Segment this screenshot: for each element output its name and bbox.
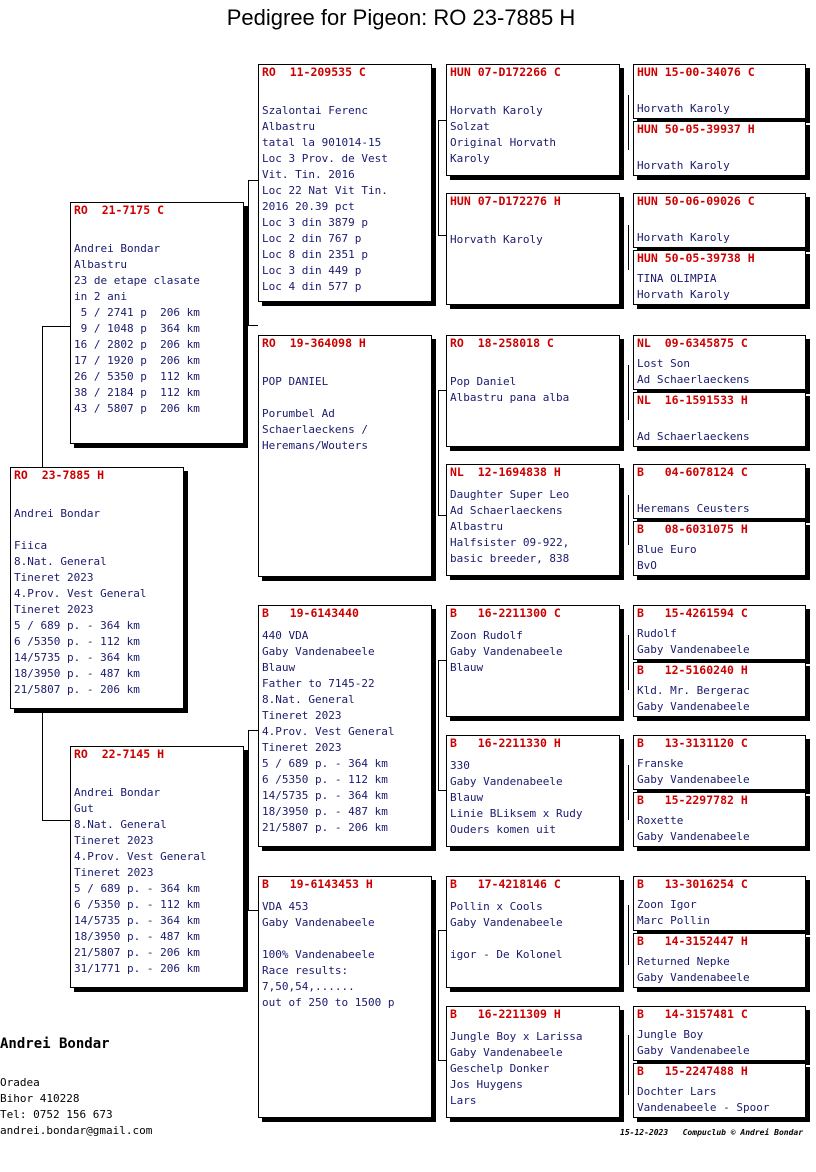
pigeon-details bbox=[637, 897, 710, 929]
ring-number: B 16-2211300 C bbox=[450, 606, 561, 620]
detail-line: Gaby Vandenabeele bbox=[637, 773, 750, 786]
owner-contact bbox=[0, 1075, 152, 1139]
detail-line: Vandenabeele - Spoor bbox=[637, 1101, 770, 1114]
connector-line bbox=[438, 1060, 446, 1061]
detail-line: Kld. Mr. Bergerac bbox=[637, 684, 750, 697]
detail-line: Heremans/Wouters bbox=[262, 439, 368, 452]
detail-line bbox=[450, 216, 543, 232]
detail-line: 330 bbox=[450, 759, 470, 772]
footer-credit: 15-12-2023 Compuclub © Andrei Bondar bbox=[620, 1128, 804, 1137]
detail-line bbox=[637, 413, 750, 429]
detail-line: Father to 7145-22 bbox=[262, 677, 375, 690]
detail-line: 5 / 689 p. - 364 km bbox=[74, 882, 200, 895]
detail-line: Albastru bbox=[262, 120, 315, 133]
connector-line bbox=[438, 120, 439, 235]
detail-line: VDA 453 bbox=[262, 900, 309, 913]
detail-line: BvO bbox=[637, 559, 657, 572]
ring-number: RO 19-364098 H bbox=[262, 336, 366, 350]
pigeon-card-gen4 bbox=[633, 250, 806, 305]
detail-line: Horvath Karoly bbox=[637, 102, 730, 115]
pigeon-card-gen3 bbox=[446, 464, 620, 576]
pigeon-card-gen2 bbox=[258, 335, 432, 577]
pigeon-details bbox=[637, 485, 750, 517]
detail-line: Ad Schaerlaeckens bbox=[450, 504, 563, 517]
pigeon-details bbox=[637, 756, 750, 788]
ring-number: B 13-3016254 C bbox=[637, 877, 748, 891]
pigeon-card-gen4 bbox=[633, 193, 806, 248]
ring-number: NL 09-6345875 C bbox=[637, 336, 748, 350]
detail-line: in 2 ani bbox=[74, 290, 127, 303]
pigeon-card-gen4 bbox=[633, 876, 806, 931]
pigeon-card-gen4 bbox=[633, 521, 806, 576]
detail-line bbox=[262, 390, 368, 406]
detail-line: Tineret 2023 bbox=[262, 709, 342, 722]
connector-line bbox=[248, 730, 258, 731]
pigeon-details bbox=[450, 487, 569, 567]
detail-line: 9 / 1048 p 364 km bbox=[74, 322, 200, 335]
detail-line: TINA OLIMPIA bbox=[637, 272, 717, 285]
detail-line: Albastru pana alba bbox=[450, 391, 570, 404]
detail-line: Zoon Rudolf bbox=[450, 629, 523, 642]
detail-line: Tineret 2023 bbox=[262, 741, 342, 754]
pigeon-card-gen3 bbox=[446, 64, 620, 176]
detail-line: basic breeder, 838 bbox=[450, 552, 570, 565]
pigeon-card-gen4 bbox=[633, 392, 806, 447]
detail-line: Linie BLiksem x Rudy bbox=[450, 807, 583, 820]
pigeon-card-gen4 bbox=[633, 64, 806, 119]
detail-line: Albastru bbox=[450, 520, 503, 533]
detail-line: 18/3950 p. - 487 km bbox=[14, 667, 140, 680]
ring-number: RO 22-7145 H bbox=[74, 747, 165, 761]
connector-line bbox=[42, 326, 70, 327]
pigeon-details bbox=[637, 813, 750, 845]
detail-line: 18/3950 p. - 487 km bbox=[74, 930, 200, 943]
pigeon-details bbox=[450, 628, 563, 676]
detail-line: Franske bbox=[637, 757, 684, 770]
detail-line: Porumbel Ad bbox=[262, 407, 335, 420]
detail-line: Roxette bbox=[637, 814, 684, 827]
connector-line bbox=[438, 660, 439, 790]
ring-number: HUN 50-05-39937 H bbox=[637, 122, 755, 136]
connector-line bbox=[628, 635, 629, 690]
connector-line bbox=[628, 225, 629, 270]
detail-line: 21/5807 p. - 206 km bbox=[14, 683, 140, 696]
connector-line bbox=[248, 325, 258, 326]
detail-line: 38 / 2184 p 112 km bbox=[74, 386, 200, 399]
pigeon-details bbox=[637, 542, 697, 574]
detail-line: out of 250 to 1500 p bbox=[262, 996, 395, 1009]
connector-line bbox=[438, 790, 446, 791]
detail-line: Gaby Vandenabeele bbox=[637, 700, 750, 713]
detail-line: Solzat bbox=[450, 120, 490, 133]
pigeon-card-gen3 bbox=[446, 876, 620, 988]
detail-line: Loc 4 din 577 p bbox=[262, 280, 362, 293]
detail-line: Gaby Vandenabeele bbox=[450, 1046, 563, 1059]
detail-line: Daughter Super Leo bbox=[450, 488, 570, 501]
detail-line: Race results: bbox=[262, 964, 349, 977]
pigeon-details bbox=[262, 899, 394, 1011]
detail-line: 4.Prov. Vest General bbox=[14, 587, 147, 600]
connector-line bbox=[248, 910, 258, 911]
detail-line: 6 /5350 p. - 112 km bbox=[262, 773, 388, 786]
detail-line: Dochter Lars bbox=[637, 1085, 717, 1098]
ring-number: B 15-2247488 H bbox=[637, 1064, 748, 1078]
pigeon-details bbox=[450, 87, 556, 167]
connector-line bbox=[628, 365, 629, 420]
detail-line: 18/3950 p. - 487 km bbox=[262, 805, 388, 818]
pigeon-details bbox=[74, 769, 206, 977]
detail-line: Marc Pollin bbox=[637, 914, 710, 927]
pigeon-details bbox=[637, 85, 730, 117]
pigeon-card-gen3 bbox=[446, 605, 620, 717]
pigeon-card-dam bbox=[70, 746, 244, 988]
detail-line: 17 / 1920 p 206 km bbox=[74, 354, 200, 367]
pigeon-details bbox=[450, 899, 563, 963]
pigeon-card-gen4 bbox=[633, 121, 806, 176]
pigeon-details bbox=[450, 216, 543, 248]
detail-line: Pollin x Cools bbox=[450, 900, 543, 913]
detail-line: Zoon Igor bbox=[637, 898, 697, 911]
pigeon-card-gen4 bbox=[633, 735, 806, 790]
detail-line: 5 / 689 p. - 364 km bbox=[262, 757, 388, 770]
detail-line: 5 / 2741 p 206 km bbox=[74, 306, 200, 319]
detail-line: Gaby Vandenabeele bbox=[262, 916, 375, 929]
pigeon-card-gen4 bbox=[633, 605, 806, 660]
detail-line: Blue Euro bbox=[637, 543, 697, 556]
connector-line bbox=[438, 390, 439, 515]
pigeon-card-gen3 bbox=[446, 735, 620, 847]
pigeon-details bbox=[637, 356, 750, 388]
detail-line: Karoly bbox=[450, 152, 490, 165]
detail-line: Jungle Boy x Larissa bbox=[450, 1030, 583, 1043]
detail-line: Gaby Vandenabeele bbox=[637, 830, 750, 843]
detail-line: Ad Schaerlaeckens bbox=[637, 430, 750, 443]
detail-line: Gaby Vandenabeele bbox=[637, 971, 750, 984]
detail-line bbox=[74, 225, 200, 241]
connector-line bbox=[42, 326, 43, 468]
detail-line: 2016 20.39 pct bbox=[262, 200, 355, 213]
detail-line: Halfsister 09-922, bbox=[450, 536, 570, 549]
pigeon-card-gen2 bbox=[258, 876, 432, 1118]
detail-line bbox=[14, 490, 146, 506]
ring-number: HUN 07-D172276 H bbox=[450, 194, 561, 208]
connector-line bbox=[438, 930, 446, 931]
detail-line: Geschelp Donker bbox=[450, 1062, 550, 1075]
detail-line: Andrei Bondar bbox=[74, 242, 161, 255]
ring-number: B 13-3131120 C bbox=[637, 736, 748, 750]
detail-line: Horvath Karoly bbox=[637, 288, 730, 301]
connector-line bbox=[438, 515, 446, 516]
detail-line: Gaby Vandenabeele bbox=[450, 916, 563, 929]
ring-number: B 08-6031075 H bbox=[637, 522, 748, 536]
pigeon-details bbox=[637, 1027, 750, 1059]
connector-line bbox=[628, 905, 629, 965]
ring-number: RO 11-209535 C bbox=[262, 65, 366, 79]
detail-line: Oradea bbox=[0, 1076, 40, 1089]
ring-number: B 19-6143453 H bbox=[262, 877, 373, 891]
pigeon-details bbox=[637, 1084, 769, 1116]
detail-line: Horvath Karoly bbox=[637, 159, 730, 172]
connector-line bbox=[248, 180, 258, 181]
pigeon-details bbox=[450, 1029, 582, 1109]
detail-line: Loc 3 Prov. de Vest bbox=[262, 152, 388, 165]
pigeon-card-gen3 bbox=[446, 193, 620, 305]
connector-line bbox=[628, 95, 629, 150]
detail-line: 6 /5350 p. - 112 km bbox=[14, 635, 140, 648]
detail-line: Tineret 2023 bbox=[74, 834, 154, 847]
ring-number: B 15-4261594 C bbox=[637, 606, 748, 620]
pigeon-details bbox=[637, 626, 750, 658]
detail-line: Horvath Karoly bbox=[637, 231, 730, 244]
ring-number: B 14-3157481 C bbox=[637, 1007, 748, 1021]
detail-line: Tineret 2023 bbox=[14, 571, 94, 584]
pigeon-details bbox=[74, 225, 200, 417]
detail-line: Gaby Vandenabeele bbox=[637, 1044, 750, 1057]
detail-line: Loc 2 din 767 p bbox=[262, 232, 362, 245]
detail-line: Loc 3 din 449 p bbox=[262, 264, 362, 277]
detail-line bbox=[637, 142, 730, 158]
detail-line: Ad Schaerlaeckens bbox=[637, 373, 750, 386]
pigeon-card-gen4 bbox=[633, 933, 806, 988]
detail-line: Fiica bbox=[14, 539, 48, 552]
detail-line: 26 / 5350 p 112 km bbox=[74, 370, 200, 383]
ring-number: HUN 07-D172266 C bbox=[450, 65, 561, 79]
detail-line: 14/5735 p. - 364 km bbox=[14, 651, 140, 664]
pigeon-details bbox=[637, 142, 730, 174]
detail-line: 7,50,54,...... bbox=[262, 980, 355, 993]
detail-line: Gaby Vandenabeele bbox=[637, 643, 750, 656]
pigeon-details bbox=[262, 628, 394, 836]
detail-line: igor - De Kolonel bbox=[450, 948, 563, 961]
detail-line: Pop Daniel bbox=[450, 375, 517, 388]
connector-line bbox=[42, 820, 70, 821]
detail-line bbox=[637, 485, 750, 501]
detail-line bbox=[262, 931, 394, 947]
ring-number: B 15-2297782 H bbox=[637, 793, 748, 807]
detail-line: 14/5735 p. - 364 km bbox=[74, 914, 200, 927]
pigeon-card-gen3 bbox=[446, 1006, 620, 1118]
detail-line: Bihor 410228 bbox=[0, 1092, 80, 1105]
detail-line: 14/5735 p. - 364 km bbox=[262, 789, 388, 802]
detail-line: tatal la 901014-15 bbox=[262, 136, 382, 149]
ring-number: B 04-6078124 C bbox=[637, 465, 748, 479]
ring-number: B 16-2211309 H bbox=[450, 1007, 561, 1021]
detail-line: Ouders komen uit bbox=[450, 823, 556, 836]
detail-line: 6 /5350 p. - 112 km bbox=[74, 898, 200, 911]
detail-line bbox=[637, 214, 730, 230]
detail-line bbox=[637, 85, 730, 101]
detail-line: Jungle Boy bbox=[637, 1028, 704, 1041]
pigeon-card-gen2 bbox=[258, 64, 432, 302]
detail-line: 21/5807 p. - 206 km bbox=[74, 946, 200, 959]
pigeon-card-gen4 bbox=[633, 792, 806, 847]
detail-line: 8.Nat. General bbox=[262, 693, 355, 706]
ring-number: B 19-6143440 bbox=[262, 606, 359, 620]
detail-line: Gaby Vandenabeele bbox=[262, 645, 375, 658]
detail-line: POP DANIEL bbox=[262, 375, 329, 388]
pigeon-details bbox=[262, 87, 388, 295]
pigeon-details bbox=[637, 683, 750, 715]
ring-number: B 12-5160240 H bbox=[637, 663, 748, 677]
pigeon-details bbox=[450, 358, 569, 406]
detail-line: andrei.bondar@gmail.com bbox=[0, 1124, 153, 1137]
pigeon-card-gen4 bbox=[633, 464, 806, 519]
detail-line: Lost Son bbox=[637, 357, 690, 370]
detail-line: 8.Nat. General bbox=[74, 818, 167, 831]
pigeon-card-gen2 bbox=[258, 605, 432, 847]
pigeon-details bbox=[637, 271, 730, 303]
detail-line: Loc 22 Nat Vit Tin. bbox=[262, 184, 388, 197]
detail-line: 43 / 5807 p 206 km bbox=[74, 402, 200, 415]
page-title: Pedigree for Pigeon: RO 23-7885 H bbox=[226, 5, 576, 30]
pigeon-card-gen4 bbox=[633, 662, 806, 717]
ring-number: HUN 15-00-34076 C bbox=[637, 65, 755, 79]
connector-line bbox=[628, 495, 629, 545]
pigeon-details bbox=[637, 413, 750, 445]
detail-line: Vit. Tin. 2016 bbox=[262, 168, 355, 181]
detail-line: Schaerlaeckens / bbox=[262, 423, 368, 436]
detail-line: 4.Prov. Vest General bbox=[74, 850, 207, 863]
ring-number: HUN 50-05-39738 H bbox=[637, 251, 755, 265]
detail-line: Albastru bbox=[74, 258, 127, 271]
connector-line bbox=[438, 930, 439, 1060]
detail-line: 4.Prov. Vest General bbox=[262, 725, 395, 738]
ring-number: NL 16-1591533 H bbox=[637, 393, 748, 407]
detail-line: Returned Nepke bbox=[637, 955, 730, 968]
detail-line: Gut bbox=[74, 802, 94, 815]
detail-line bbox=[262, 358, 368, 374]
ring-number: RO 21-7175 C bbox=[74, 203, 165, 217]
connector-line bbox=[248, 730, 249, 910]
ring-number: RO 23-7885 H bbox=[14, 468, 105, 482]
detail-line: Blauw bbox=[450, 661, 484, 674]
owner-name: Andrei Bondar bbox=[0, 1036, 110, 1052]
detail-line bbox=[74, 769, 206, 785]
detail-line: 21/5807 p. - 206 km bbox=[262, 821, 388, 834]
detail-line bbox=[262, 87, 388, 103]
pigeon-card-gen4 bbox=[633, 335, 806, 390]
pigeon-details bbox=[262, 358, 368, 454]
detail-line: Gaby Vandenabeele bbox=[450, 775, 563, 788]
detail-line: Loc 3 din 3879 p bbox=[262, 216, 368, 229]
detail-line: Gaby Vandenabeele bbox=[450, 645, 563, 658]
detail-line: Andrei Bondar bbox=[14, 507, 101, 520]
detail-line: Szalontai Ferenc bbox=[262, 104, 368, 117]
detail-line: 5 / 689 p. - 364 km bbox=[14, 619, 140, 632]
ring-number: B 14-3152447 H bbox=[637, 934, 748, 948]
detail-line: 440 VDA bbox=[262, 629, 309, 642]
pigeon-card-gen4 bbox=[633, 1006, 806, 1061]
detail-line: Rudolf bbox=[637, 627, 677, 640]
detail-line: Andrei Bondar bbox=[74, 786, 161, 799]
detail-line: 16 / 2802 p 206 km bbox=[74, 338, 200, 351]
detail-line: Blauw bbox=[262, 661, 296, 674]
detail-line: Tineret 2023 bbox=[14, 603, 94, 616]
detail-line: Horvath Karoly bbox=[450, 233, 543, 246]
detail-line: Jos Huygens bbox=[450, 1078, 523, 1091]
detail-line bbox=[450, 87, 556, 103]
detail-line bbox=[450, 358, 569, 374]
pigeon-card-gen3 bbox=[446, 335, 620, 447]
pigeon-details bbox=[14, 490, 146, 698]
connector-line bbox=[438, 120, 446, 121]
ring-number: B 17-4218146 C bbox=[450, 877, 561, 891]
connector-line bbox=[248, 180, 249, 325]
connector-line bbox=[628, 765, 629, 820]
detail-line: Heremans Ceusters bbox=[637, 502, 750, 515]
detail-line: Horvath Karoly bbox=[450, 104, 543, 117]
detail-line: 31/1771 p. - 206 km bbox=[74, 962, 200, 975]
detail-line: 100% Vandenabeele bbox=[262, 948, 375, 961]
detail-line: 8.Nat. General bbox=[14, 555, 107, 568]
connector-line bbox=[438, 660, 446, 661]
pigeon-details bbox=[637, 954, 750, 986]
connector-line bbox=[438, 390, 446, 391]
detail-line: Blauw bbox=[450, 791, 484, 804]
detail-line: Lars bbox=[450, 1094, 477, 1107]
ring-number: HUN 50-06-09026 C bbox=[637, 194, 755, 208]
pigeon-card-subject bbox=[10, 467, 184, 709]
connector-line bbox=[42, 710, 43, 820]
detail-line: Tineret 2023 bbox=[74, 866, 154, 879]
pigeon-card-gen4 bbox=[633, 1063, 806, 1118]
detail-line: Original Horvath bbox=[450, 136, 556, 149]
detail-line bbox=[450, 931, 563, 947]
pigeon-details bbox=[637, 214, 730, 246]
pigeon-details bbox=[450, 758, 582, 838]
ring-number: B 16-2211330 H bbox=[450, 736, 561, 750]
detail-line: Tel: 0752 156 673 bbox=[0, 1108, 113, 1121]
ring-number: RO 18-258018 C bbox=[450, 336, 554, 350]
ring-number: NL 12-1694838 H bbox=[450, 465, 561, 479]
detail-line: Loc 8 din 2351 p bbox=[262, 248, 368, 261]
pigeon-card-sire bbox=[70, 202, 244, 444]
connector-line bbox=[438, 235, 446, 236]
connector-line bbox=[628, 1035, 629, 1095]
detail-line bbox=[14, 522, 146, 538]
detail-line: 23 de etape clasate bbox=[74, 274, 200, 287]
